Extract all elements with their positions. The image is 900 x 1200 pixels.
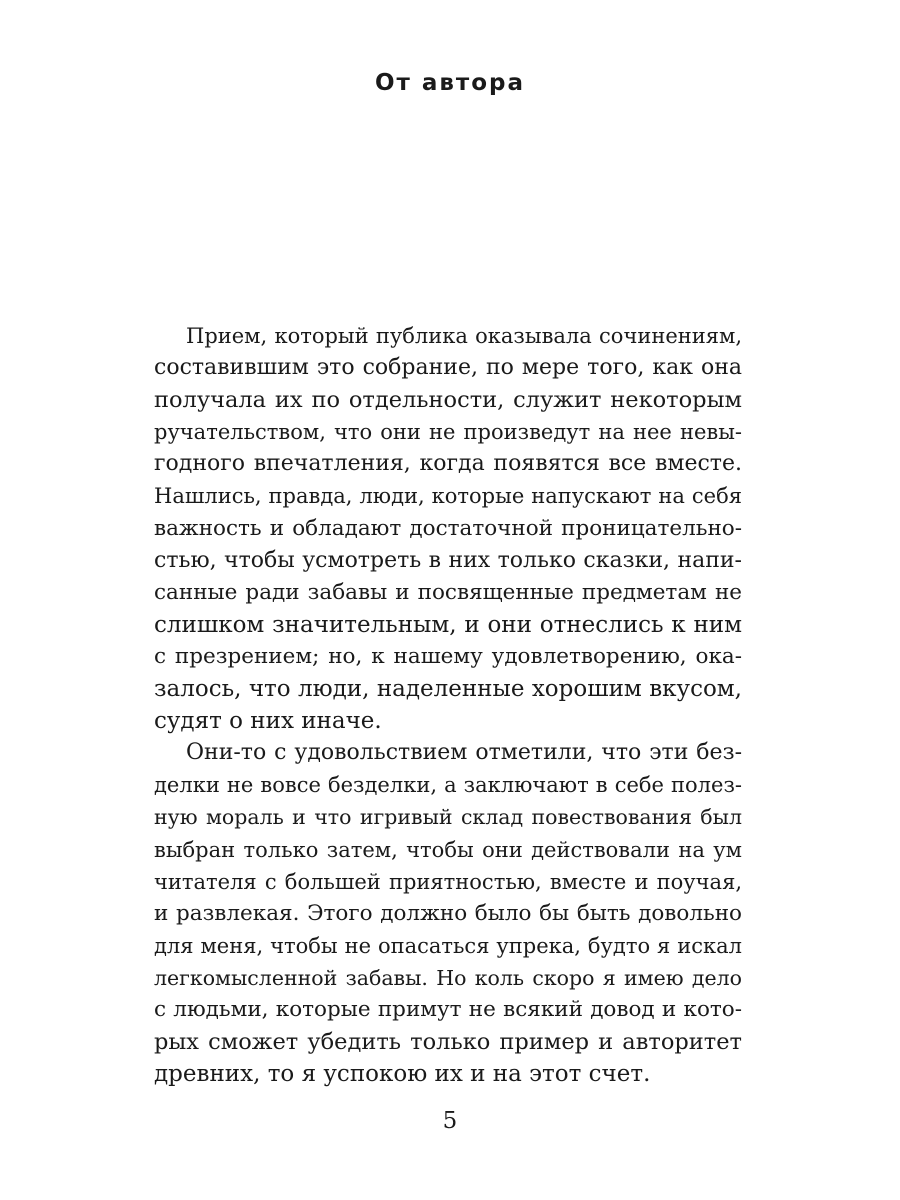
text-line: древних, то я успокою их и на этот счет.: [154, 1061, 651, 1088]
text-line: для меня, чтобы не опасаться упрека, будто я искал: [154, 933, 742, 958]
text-line: составившим это собрание, по мере того, как она: [154, 355, 742, 381]
text-line: стью, чтобы усмотреть в них только сказки, напи-: [154, 547, 742, 573]
text-line: делки не вовсе безделки, а заключают в себе полез-: [154, 773, 742, 798]
text-line: ную мораль и что игривый склад повествования был: [154, 805, 742, 830]
body-text: [154, 320, 742, 1090]
text-line: получала их по отдельности, служит некоторым: [154, 387, 742, 414]
text-line: легкомысленной забавы. Но коль скоро я имею дело: [154, 965, 742, 990]
text-line: Нашлись, правда, люди, которые напускают на себя: [154, 484, 742, 509]
text-line: рых сможет убедить только пример и авторитет: [154, 1029, 742, 1056]
text-line: читателя с большей приятностью, вместе и поучая,: [154, 869, 742, 894]
text-line: ручательством, что они не произведут на нее невы-: [154, 420, 742, 445]
text-line: с людьми, которые примут не всякий довод и кото-: [154, 996, 742, 1022]
text-line: выбран только затем, чтобы они действовали на ум: [154, 837, 742, 862]
text-line: Они-то с удовольствием отметили, что эти без-: [186, 740, 742, 766]
paragraph-2: [154, 737, 742, 1090]
paragraph-1: [154, 320, 742, 737]
text-line: и развлекая. Этого должно было бы быть довольно: [154, 900, 742, 926]
text-line: слишком значительным, и они отнеслись к ним: [154, 611, 742, 638]
text-line: санные ради забавы и посвященные предметам не: [154, 579, 742, 605]
text-line: годного впечатления, когда появятся все вместе.: [154, 451, 742, 477]
text-line: с презрением; но, к нашему удовлетворению, ока-: [154, 643, 742, 669]
page-number: 5: [442, 1108, 458, 1134]
text-line: важность и обладают достаточной проницательно-: [154, 515, 742, 541]
text-line: Прием, который публика оказывала сочинениям,: [186, 324, 742, 348]
text-line: судят о них иначе.: [154, 708, 382, 735]
page-title: От автора: [374, 70, 526, 96]
text-line: залось, что люди, наделенные хорошим вкусом,: [154, 676, 742, 703]
